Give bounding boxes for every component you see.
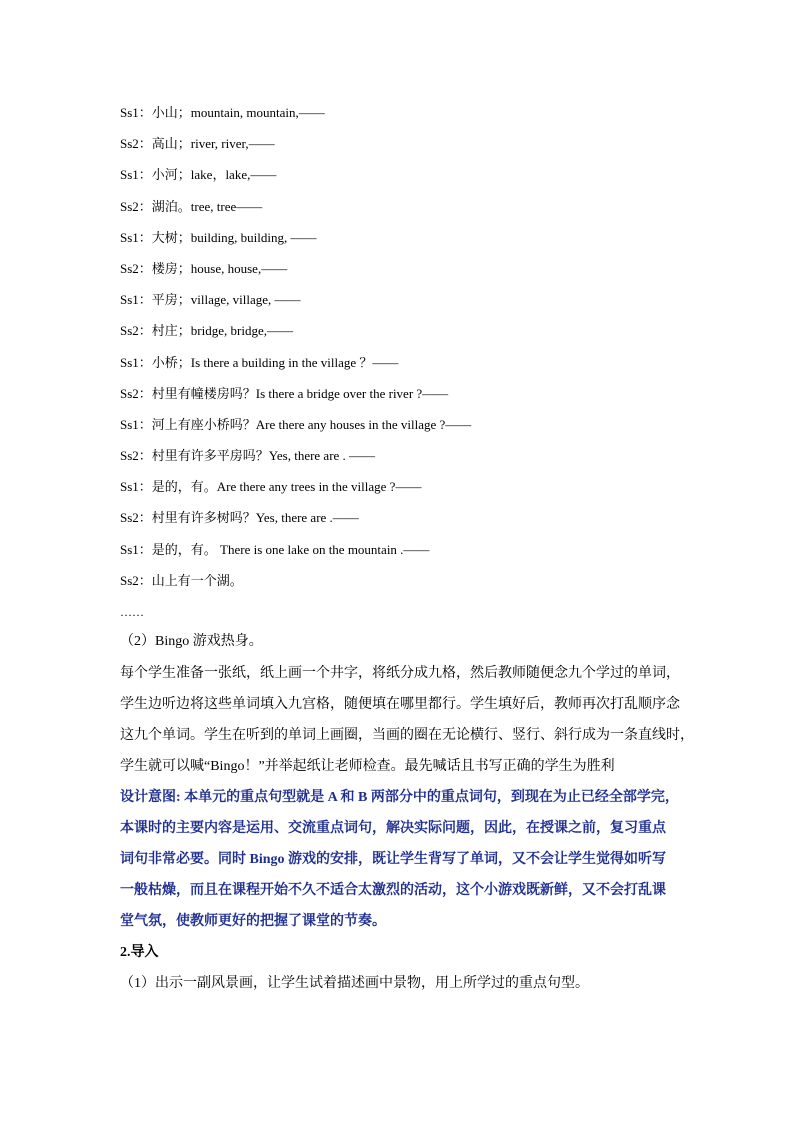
design-intent [120, 787, 679, 942]
dialogue-line: Ss1：大树；building, building, —— [120, 229, 317, 245]
dialogue-line: Ss2：山上有一个湖。 [120, 572, 243, 588]
paragraph-line: 这九个单词。学生在听到的单词上画圈，当画的圈在无论横行、竖行、斜行成为一条直线时， [120, 728, 694, 743]
dialogue-line: Ss2：高山；river, river,—— [120, 136, 275, 152]
dialogue-line: Ss2：楼房；house, house,—— [120, 260, 288, 276]
dialogue-line: Ss1：是的，有。 There is one lake on the mountain .—— [120, 541, 430, 557]
bingo-paragraph [120, 663, 694, 787]
dialogue-line: Ss2：村里有许多树吗？Yes, there are .—— [120, 510, 359, 526]
section-heading: 2.导入 [120, 945, 159, 960]
dialogue-line: Ss2：村里有许多平房吗？Yes, there are . —— [120, 448, 376, 464]
dialogue-line: Ss2：村里有幢楼房吗？Is there a bridge over the river ?—— [120, 385, 449, 401]
design-intent-line: 一般枯燥，而且在课程开始不久不适合太激烈的活动，这个小游戏既新鲜，又不会打乱课 [120, 883, 666, 898]
dialogue-line: Ss2：湖泊。tree, tree—— [120, 198, 263, 214]
dialogue-block [120, 102, 680, 601]
bingo-heading: （2）Bingo 游戏热身。 [120, 634, 263, 649]
step-1: （1）出示一副风景画，让学生试着描述画中景物，用上所学过的重点句型。 [120, 976, 589, 991]
design-intent-line: 词句非常必要。同时 Bingo 游戏的安排，既让学生背写了单词，又不会让学生觉得如听写 [120, 852, 667, 867]
dialogue-line: Ss1：小山；mountain, mountain,—— [120, 105, 325, 120]
dialogue-line: Ss1：河上有座小桥吗？Are there any houses in the village ?—— [120, 416, 472, 432]
dialogue-line: Ss1：平房；village, village, —— [120, 292, 301, 308]
design-intent-line: 设计意图: 本单元的重点句型就是 A 和 B 两部分中的重点词句，到现在为止已经全部学完， [120, 790, 679, 805]
design-intent-line: 本课时的主要内容是运用、交流重点词句，解决实际问题，因此，在授课之前，复习重点 [120, 821, 666, 836]
dialogue-line: Ss2：村庄；bridge, bridge,—— [120, 323, 293, 339]
paragraph-line: 每个学生准备一张纸，纸上画一个井字，将纸分成九格，然后教师随便念九个学过的单词， [120, 666, 680, 681]
paragraph-line: 学生边听边将这些单词填入九宫格，随便填在哪里都行。学生填好后，教师再次打乱顺序念 [120, 697, 680, 712]
design-intent-line: 堂气氛，使教师更好的把握了课堂的节奏。 [120, 914, 386, 929]
dialogue-line: Ss1：小桥；Is there a building in the village ？—— [120, 354, 399, 370]
paragraph-line: 学生就可以喊“Bingo！”并举起纸让老师检查。最先喊话且书写正确的学生为胜利 [120, 759, 615, 774]
dialogue-line: Ss1：是的，有。Are there any trees in the village ?—— [120, 479, 422, 495]
ellipsis: …… [120, 605, 144, 619]
dialogue-line: Ss1：小河；lake，lake,—— [120, 167, 277, 183]
